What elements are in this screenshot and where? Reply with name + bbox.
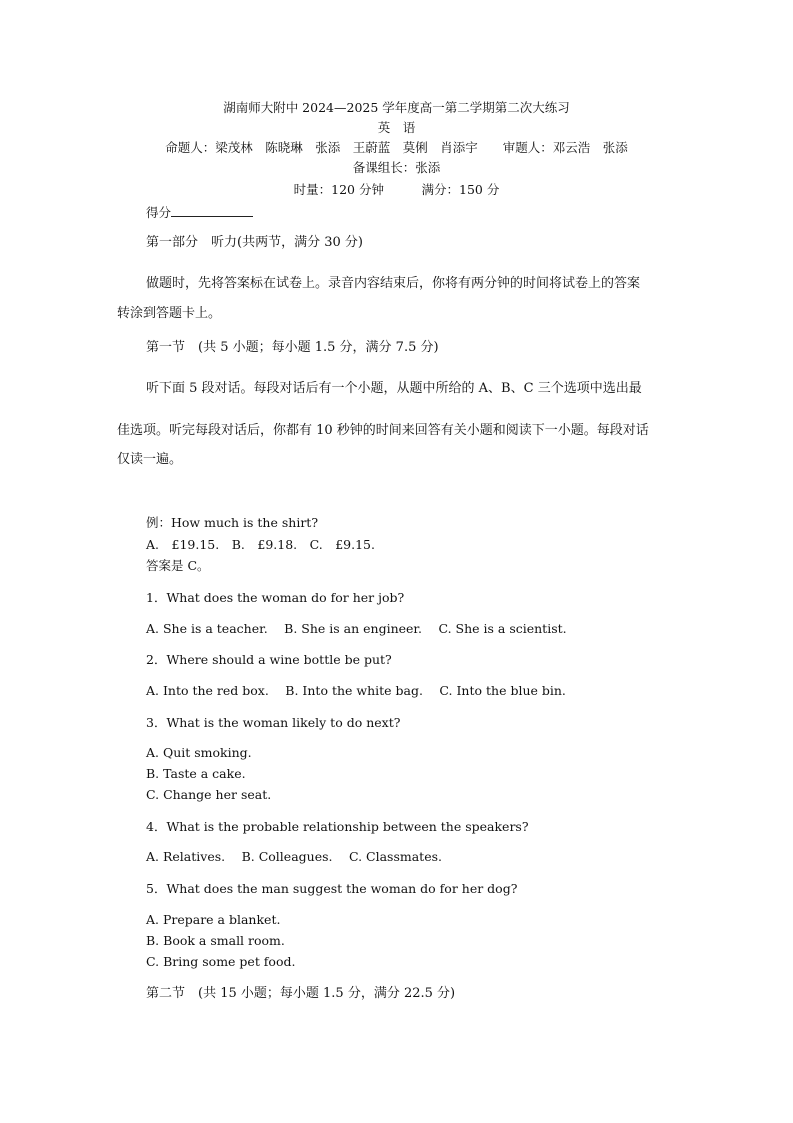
example-question: 例：How much is the shirt? bbox=[146, 515, 319, 530]
section2-title: 第二节 (共 15 小题；每小题 1.5 分，满分 22.5 分) bbox=[146, 986, 456, 1001]
question-1-options: A. She is a teacher. B. She is an engineer. C. She is a scientist. bbox=[146, 621, 567, 636]
question-5: 5．What does the man suggest the woman do for her dog? bbox=[146, 881, 518, 896]
example-options: A. £19.15. B. £9.18. C. £9.15. bbox=[146, 537, 375, 552]
score-label: 得分 bbox=[146, 205, 172, 220]
question-2-options: A. Into the red box. B. Into the white bag. C. Into the blue bin. bbox=[146, 683, 566, 698]
time-score-line: 时量：120 分钟 满分：150 分 bbox=[293, 182, 500, 197]
part1-instructions-line2: 转涂到答题卡上。 bbox=[117, 306, 222, 321]
question-2: 2．Where should a wine bottle be put? bbox=[146, 652, 392, 667]
question-3-option-b: B. Taste a cake. bbox=[146, 766, 246, 781]
question-5-option-a: A. Prepare a blanket. bbox=[146, 912, 281, 927]
question-5-option-c: C. Bring some pet food. bbox=[146, 954, 296, 969]
subject-label: 英 语 bbox=[377, 120, 416, 135]
score-field bbox=[146, 204, 253, 221]
section1-instructions-line1: 听下面 5 段对话。每段对话后有一个小题，从题中所给的 A、B、C 三个选项中选出最 bbox=[146, 381, 642, 396]
question-3: 3．What is the woman likely to do next? bbox=[146, 715, 401, 730]
authors-line: 命题人：梁茂林 陈晓琳 张添 王蔚蓝 莫俐 肖添宇 审题人：邓云浩 张添 bbox=[165, 140, 628, 155]
section1-instructions-line3: 仅读一遍。 bbox=[117, 452, 183, 467]
question-4: 4．What is the probable relationship between the speakers? bbox=[146, 819, 529, 834]
question-1: 1．What does the woman do for her job? bbox=[146, 590, 405, 605]
question-4-options: A. Relatives. B. Colleagues. C. Classmates. bbox=[146, 849, 442, 864]
question-3-option-c: C. Change her seat. bbox=[146, 787, 272, 802]
question-3-option-a: A. Quit smoking. bbox=[146, 745, 252, 760]
part1-title: 第一部分 听力(共两节，满分 30 分) bbox=[146, 235, 363, 250]
example-answer: 答案是 C。 bbox=[146, 558, 210, 573]
section1-title: 第一节 (共 5 小题；每小题 1.5 分，满分 7.5 分) bbox=[146, 340, 439, 355]
score-blank bbox=[171, 204, 253, 217]
section1-instructions-line2: 佳选项。听完每段对话后，你都有 10 秒钟的时间来回答有关小题和阅读下一小题。每段对话 bbox=[117, 423, 649, 438]
part1-instructions-line1: 做题时，先将答案标在试卷上。录音内容结束后，你将有两分钟的时间将试卷上的答案 bbox=[146, 276, 641, 291]
question-5-option-b: B. Book a small room. bbox=[146, 933, 285, 948]
group-leader-line: 备课组长：张添 bbox=[352, 160, 441, 175]
exam-title: 湖南师大附中 2024—2025 学年度高一第二学期第二次大练习 bbox=[223, 100, 570, 115]
